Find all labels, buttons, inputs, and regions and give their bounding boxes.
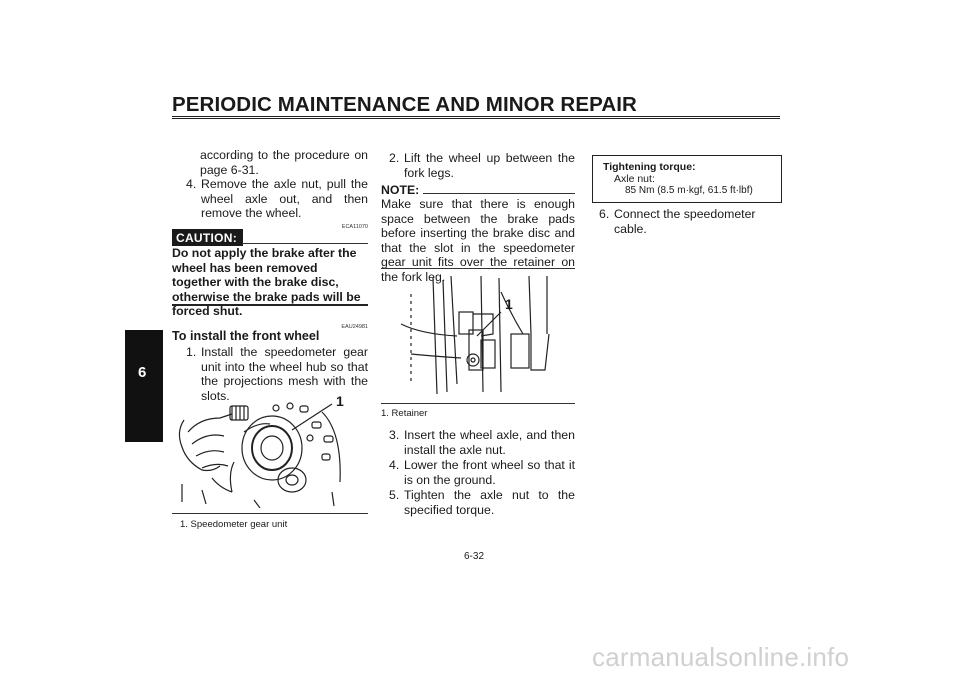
chapter-tab <box>125 330 163 442</box>
figure-caption-rule <box>381 403 575 404</box>
figure-caption-rule <box>172 513 368 514</box>
figure-callout: 1 <box>505 296 513 312</box>
caution-label: CAUTION: <box>172 229 243 246</box>
torque-value: 85 Nm (8.5 m·kgf, 61.5 ft·lbf) <box>625 185 753 196</box>
chapter-tab-label: 6 <box>138 364 147 381</box>
torque-box <box>592 155 782 203</box>
step-number: 4. <box>186 177 197 191</box>
page-number: 6-32 <box>464 551 485 562</box>
step-number: 4. <box>389 458 400 472</box>
step-text: Connect the speedometer cable. <box>614 207 756 236</box>
figure-callout: 1 <box>336 393 344 409</box>
torque-item: Axle nut: <box>614 173 655 185</box>
note-end-rule <box>381 268 575 269</box>
note-rule <box>423 193 575 194</box>
step-number: 2. <box>389 151 400 165</box>
step-number: 3. <box>389 428 400 442</box>
caution-text: Do not apply the brake after the wheel has been removed together with the brake disc, otherwise the brake pads will be forced shut. <box>172 246 361 318</box>
step-text: Insert the wheel axle, and then install the axle nut. <box>404 428 575 457</box>
reference-code: ECA11070 <box>341 224 368 230</box>
page-title: PERIODIC MAINTENANCE AND MINOR REPAIR <box>172 93 637 116</box>
note-text: Make sure that there is enough space between the brake pads before inserting the brake disc and that the slot in the speedometer gear unit fits over the retainer on the fork leg. <box>381 197 575 284</box>
step-number: 5. <box>389 488 400 502</box>
header-rule <box>172 116 780 119</box>
step-5-tighten <box>389 488 575 517</box>
step-text: Tighten the axle nut to the specified torque. <box>404 488 575 517</box>
figure-caption: 1. Retainer <box>381 408 428 419</box>
note-label: NOTE: <box>381 183 420 197</box>
reference-code: EAU24981 <box>341 324 368 330</box>
step-number: 6. <box>599 207 610 221</box>
step-text: Lower the front wheel so that it is on the ground. <box>404 458 575 487</box>
step-text: Install the speedometer gear unit into the wheel hub so that the projections mesh with the slots. <box>201 345 368 403</box>
step-text: Lift the wheel up between the fork legs. <box>404 151 575 180</box>
step-4-lower <box>389 458 575 487</box>
step-4-removal <box>186 177 368 221</box>
step-number: 1. <box>186 345 197 359</box>
torque-title: Tightening torque: <box>603 161 696 173</box>
continued-paragraph: according to the procedure on page 6-31. <box>200 148 368 177</box>
step-2-lift <box>389 151 575 180</box>
step-text: Remove the axle nut, pull the wheel axle out, and then remove the wheel. <box>201 177 368 220</box>
section-title: To install the front wheel <box>172 329 320 343</box>
retainer-figure <box>381 274 575 398</box>
caution-rule <box>242 243 368 244</box>
figure-caption: 1. Speedometer gear unit <box>180 519 288 530</box>
watermark-text: carmanualsonline.info <box>592 642 850 672</box>
step-3-insert <box>389 428 575 457</box>
caution-end-rule <box>172 304 368 306</box>
speedometer-gear-figure <box>172 392 368 508</box>
step-6-connect <box>599 207 780 236</box>
